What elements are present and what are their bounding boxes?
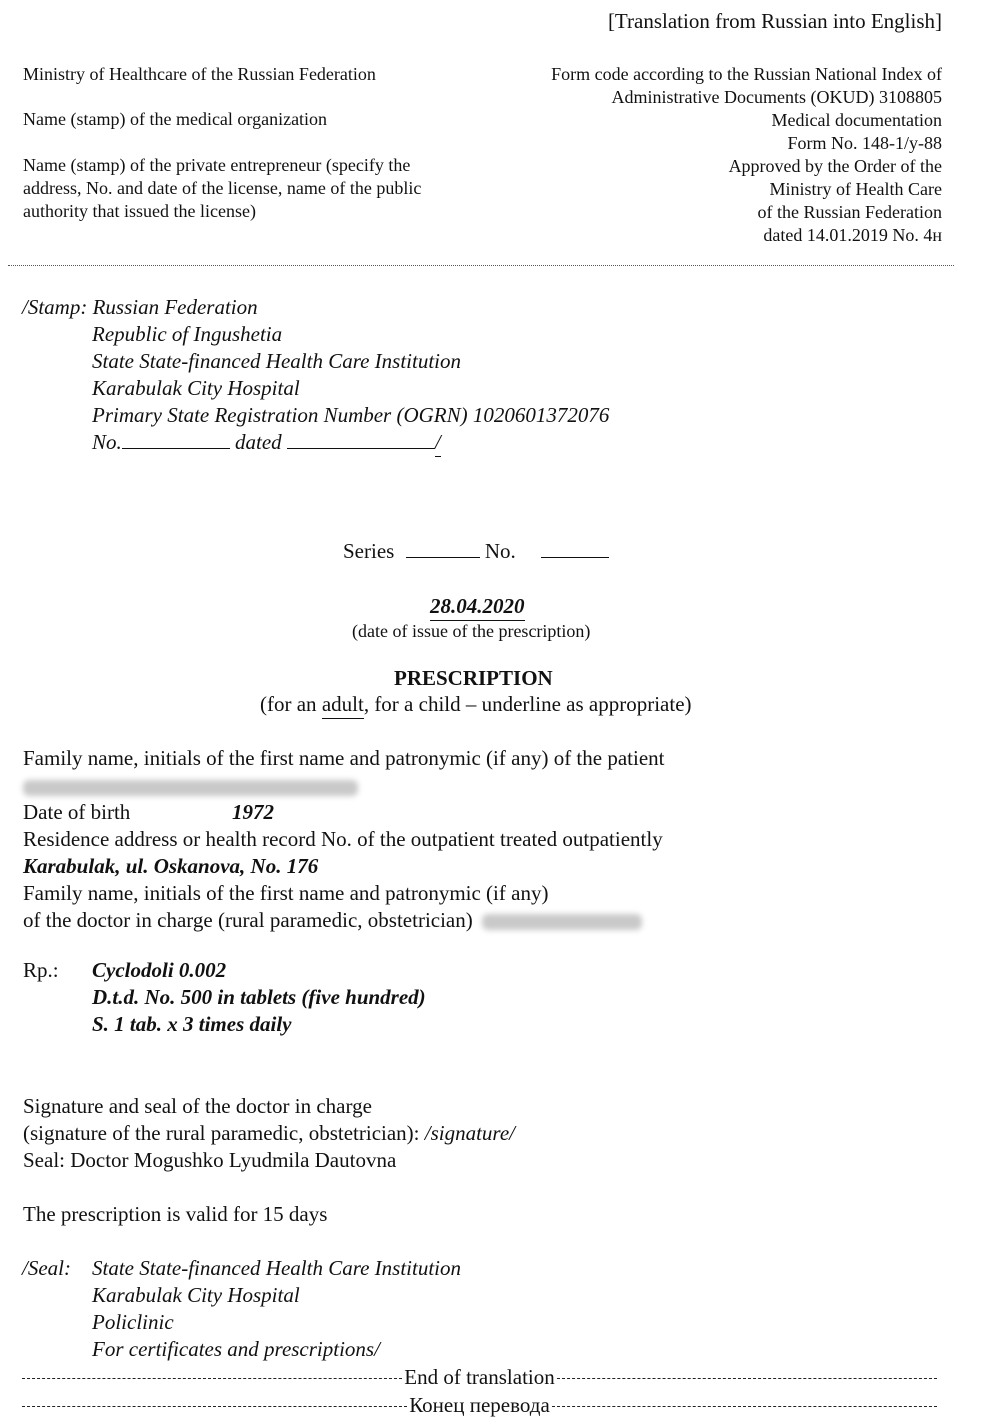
form-code-line: of the Russian Federation: [757, 202, 942, 222]
seal-line: State State-financed Health Care Institution: [92, 1256, 461, 1280]
patient-name-redacted: [23, 779, 358, 797]
form-code-line: Approved by the Order of the: [728, 156, 942, 176]
form-code-line: Form No. 148-1/y-88: [787, 133, 942, 153]
signature-line: Signature and seal of the doctor in charge: [23, 1094, 372, 1118]
address-label: Residence address or health record No. of the outpatient treated outpatiently: [23, 827, 663, 851]
stamp-lines: [92, 321, 609, 457]
form-code-line: Form code according to the Russian National Index of: [551, 64, 942, 84]
doctor-label-1: Family name, initials of the first name and patronymic (if any): [23, 881, 549, 905]
form-code-line: Medical documentation: [771, 110, 942, 130]
form-code-line: Administrative Documents (OKUD) 3108805: [611, 87, 942, 107]
signature-line: (signature of the rural paramedic, obstetrician): /signature/: [23, 1121, 515, 1145]
form-code-block: [551, 63, 942, 247]
seal-prefix: /Seal:: [22, 1256, 71, 1280]
stamp-line: Republic of Ingushetia: [92, 322, 283, 346]
validity-note: The prescription is valid for 15 days: [23, 1202, 328, 1226]
entrepreneur-line: address, No. and date of the license, name of the public: [23, 178, 422, 198]
series-line: [343, 538, 609, 565]
address-value: Karabulak, ul. Oskanova, No. 176: [23, 854, 319, 878]
issue-date: 28.04.2020: [430, 593, 525, 621]
rx-line: D.t.d. No. 500 in tablets (five hundred): [92, 985, 426, 1009]
rx-label: Rp.:: [23, 958, 59, 982]
stamp-line: Primary State Registration Number (OGRN) 1020601372076: [92, 403, 610, 427]
org-name-label: Name (stamp) of the medical organization: [23, 109, 328, 129]
doctor-name-redacted: [482, 914, 642, 930]
signature-block: [23, 1093, 515, 1174]
seal-line: Karabulak City Hospital: [92, 1283, 300, 1307]
ministry-name: Ministry of Healthcare of the Russian Federation: [23, 64, 376, 84]
prescription-subtitle: (for an adult, for a child – underline as appropriate): [260, 691, 692, 719]
dob-value: 1972: [232, 800, 274, 824]
seal-line: For certificates and prescriptions/: [92, 1337, 380, 1361]
stamp-number-line: No. dated /: [92, 429, 609, 457]
form-code-line: Ministry of Health Care: [769, 179, 942, 199]
seal-line: Policlinic: [92, 1310, 174, 1334]
form-code-line: dated 14.01.2019 No. 4н: [763, 225, 942, 245]
rx-line: Cyclodoli 0.002: [92, 958, 227, 982]
issue-date-caption: (date of issue of the prescription): [352, 621, 591, 641]
seal-lines: [92, 1255, 461, 1363]
end-of-translation-ru: Конец перевода: [22, 1392, 937, 1418]
header-separator: [8, 265, 954, 266]
series-label: Series: [343, 539, 395, 563]
stamp-line: State State-financed Health Care Institution: [92, 349, 461, 373]
end-of-translation-en: End of translation: [22, 1364, 937, 1390]
doctor-seal-line: Seal: Doctor Mogushko Lyudmila Dautovna: [23, 1148, 397, 1172]
series-no-label: No.: [484, 539, 516, 563]
entrepreneur-line: Name (stamp) of the private entrepreneur (specify the: [23, 155, 411, 175]
stamp-line: Karabulak City Hospital: [92, 376, 300, 400]
entrepreneur-line: authority that issued the license): [23, 201, 256, 221]
stamp-first-line: /Stamp: Russian Federation: [22, 295, 258, 319]
patient-name-label: Family name, initials of the first name and patronymic (if any) of the patient: [23, 746, 665, 770]
rx-line: S. 1 tab. x 3 times daily: [92, 1012, 292, 1036]
prescription-title: PRESCRIPTION: [394, 666, 553, 690]
doctor-label-2: of the doctor in charge (rural paramedic, obstetrician): [23, 907, 642, 934]
rx-lines: [92, 957, 426, 1038]
translation-note: [Translation from Russian into English]: [607, 9, 942, 33]
stamp-block: [22, 294, 258, 321]
dob-label: Date of birth: [23, 800, 131, 824]
entrepreneur-label: [23, 154, 421, 223]
